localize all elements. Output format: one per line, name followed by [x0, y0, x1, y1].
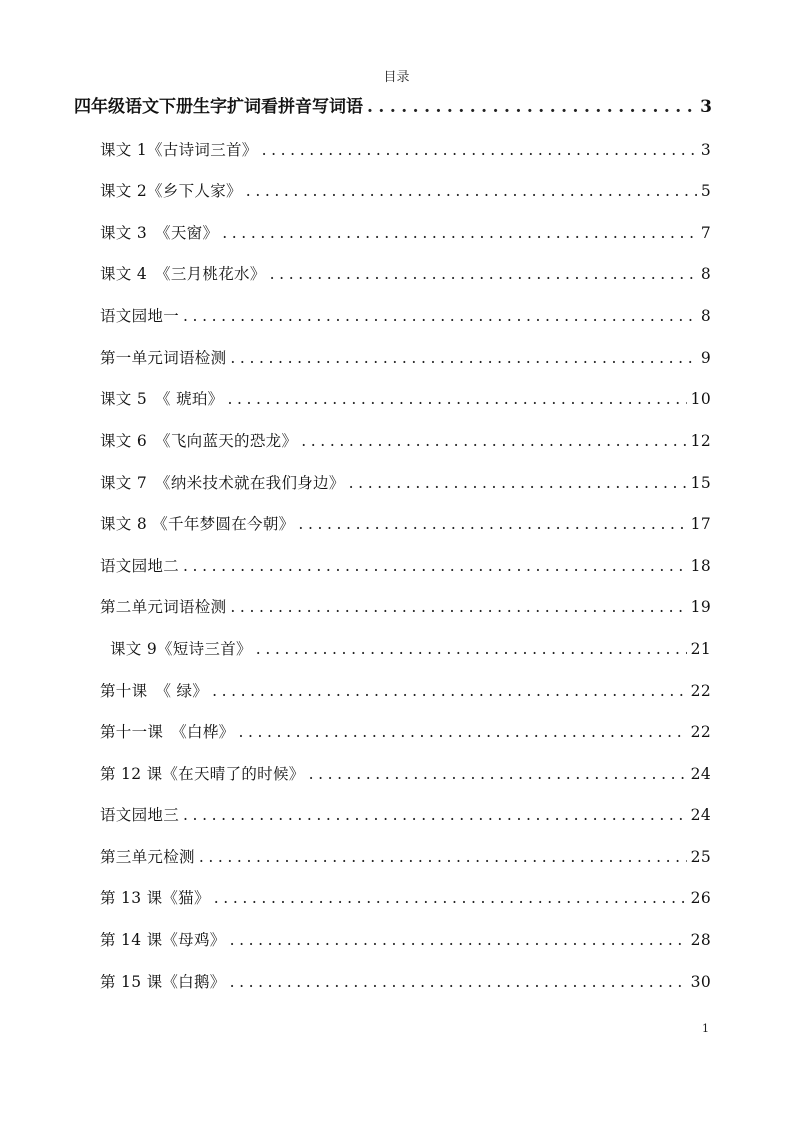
toc-entry-page: 5: [700, 182, 711, 200]
toc-entry-page: 24: [690, 806, 711, 824]
toc-entry[interactable]: [100, 927, 711, 953]
toc-entry[interactable]: [100, 802, 711, 828]
dot-leader: [230, 594, 686, 620]
dot-leader: [227, 386, 686, 412]
toc-entry-label: 第 13 课《猫》: [100, 889, 210, 907]
toc-entry[interactable]: [100, 178, 711, 204]
dot-leader: [183, 553, 687, 579]
dot-leader: [230, 969, 687, 995]
toc-entry-label: 课文 7 《纳米技术就在我们身边》: [100, 474, 345, 492]
toc-entry[interactable]: [100, 885, 711, 911]
toc-entry[interactable]: [100, 719, 711, 745]
toc-entry-label: 课文 1《古诗词三首》: [100, 141, 258, 159]
toc-entry-label: 第十课 《 绿》: [100, 682, 209, 700]
toc-entry[interactable]: [100, 303, 711, 329]
toc-entry-page: 24: [690, 765, 711, 783]
toc-entry-label: 课文 4 《三月桃花水》: [100, 265, 266, 283]
toc-entry[interactable]: [100, 428, 711, 454]
toc-entry-page: 12: [690, 432, 711, 450]
toc-entry-page: 26: [690, 889, 711, 907]
toc-entry-label: 第一单元词语检测: [100, 349, 227, 367]
toc-entry[interactable]: [100, 220, 711, 246]
dot-leader: [301, 428, 686, 454]
toc-entry[interactable]: [110, 636, 711, 662]
toc-entry-label: 第 15 课《白鹅》: [100, 973, 226, 991]
dot-leader: [230, 345, 696, 371]
dot-leader: [230, 927, 687, 953]
toc-entry-page: 19: [690, 598, 711, 616]
toc-entry[interactable]: [100, 969, 711, 995]
toc-entry[interactable]: [100, 137, 711, 163]
toc-entry-page: 25: [690, 848, 711, 866]
toc-entry-label: 第三单元检测: [100, 848, 195, 866]
toc-main-entry[interactable]: [74, 94, 712, 120]
toc-entry-page: 30: [690, 973, 711, 991]
toc-entry-label: 第 12 课《在天晴了的时候》: [100, 765, 305, 783]
toc-entry-page: 9: [700, 349, 711, 367]
toc-entry-label: 课文 9《短诗三首》: [110, 640, 252, 658]
toc-entry[interactable]: [100, 844, 711, 870]
toc-entry[interactable]: [100, 553, 711, 579]
toc-entry-page: 3: [700, 97, 712, 117]
toc-entry-label: 四年级语文下册生字扩词看拼音写词语: [74, 97, 363, 117]
toc-entry[interactable]: [100, 678, 711, 704]
toc-entry-label: 课文 3 《天窗》: [100, 224, 219, 242]
toc-entry-label: 第十一课 《白桦》: [100, 723, 235, 741]
toc-entry[interactable]: [100, 761, 711, 787]
dot-leader: [199, 844, 687, 870]
toc-entry-page: 10: [690, 390, 711, 408]
dot-leader: [212, 678, 687, 704]
dot-leader: [246, 178, 697, 204]
toc-entry-page: 21: [690, 640, 711, 658]
toc-entry-label: 课文 8 《千年梦圆在今朝》: [100, 515, 295, 533]
dot-leader: [262, 137, 697, 163]
toc-entry-page: 18: [690, 557, 711, 575]
toc-entry-page: 22: [690, 723, 711, 741]
dot-leader: [222, 220, 697, 246]
toc-entry-label: 语文园地二: [100, 557, 180, 575]
toc-entry[interactable]: [100, 511, 711, 537]
toc-entry-page: 15: [690, 474, 711, 492]
toc-entry-label: 课文 2《乡下人家》: [100, 182, 242, 200]
dot-leader: [183, 802, 687, 828]
dot-leader: [214, 885, 687, 911]
footer-page-number: 1: [702, 1022, 709, 1035]
toc-entry-page: 8: [700, 307, 711, 325]
page-title: 目录: [383, 70, 410, 85]
dot-leader: [367, 94, 696, 120]
dot-leader: [256, 636, 687, 662]
dot-leader: [270, 261, 697, 287]
toc-entry[interactable]: [100, 386, 711, 412]
dot-leader: [349, 470, 687, 496]
toc-entry[interactable]: [100, 470, 711, 496]
toc-entry-page: 22: [690, 682, 711, 700]
toc-entry-label: 语文园地一: [100, 307, 180, 325]
toc-entry[interactable]: [100, 345, 711, 371]
toc-entry-page: 28: [690, 931, 711, 949]
toc-entry-label: 课文 6 《飞向蓝天的恐龙》: [100, 432, 298, 450]
toc-entry-label: 语文园地三: [100, 806, 180, 824]
toc-entry-page: 7: [700, 224, 711, 242]
toc-entry-label: 课文 5 《 琥珀》: [100, 390, 224, 408]
dot-leader: [183, 303, 697, 329]
toc-entry-page: 3: [700, 141, 711, 159]
toc-entry-page: 17: [690, 515, 711, 533]
dot-leader: [309, 761, 687, 787]
toc-entry[interactable]: [100, 261, 711, 287]
dot-leader: [238, 719, 686, 745]
toc-entry-label: 第 14 课《母鸡》: [100, 931, 226, 949]
toc-entry-page: 8: [700, 265, 711, 283]
toc-entry-label: 第二单元词语检测: [100, 598, 227, 616]
toc-entry[interactable]: [100, 594, 711, 620]
dot-leader: [298, 511, 686, 537]
